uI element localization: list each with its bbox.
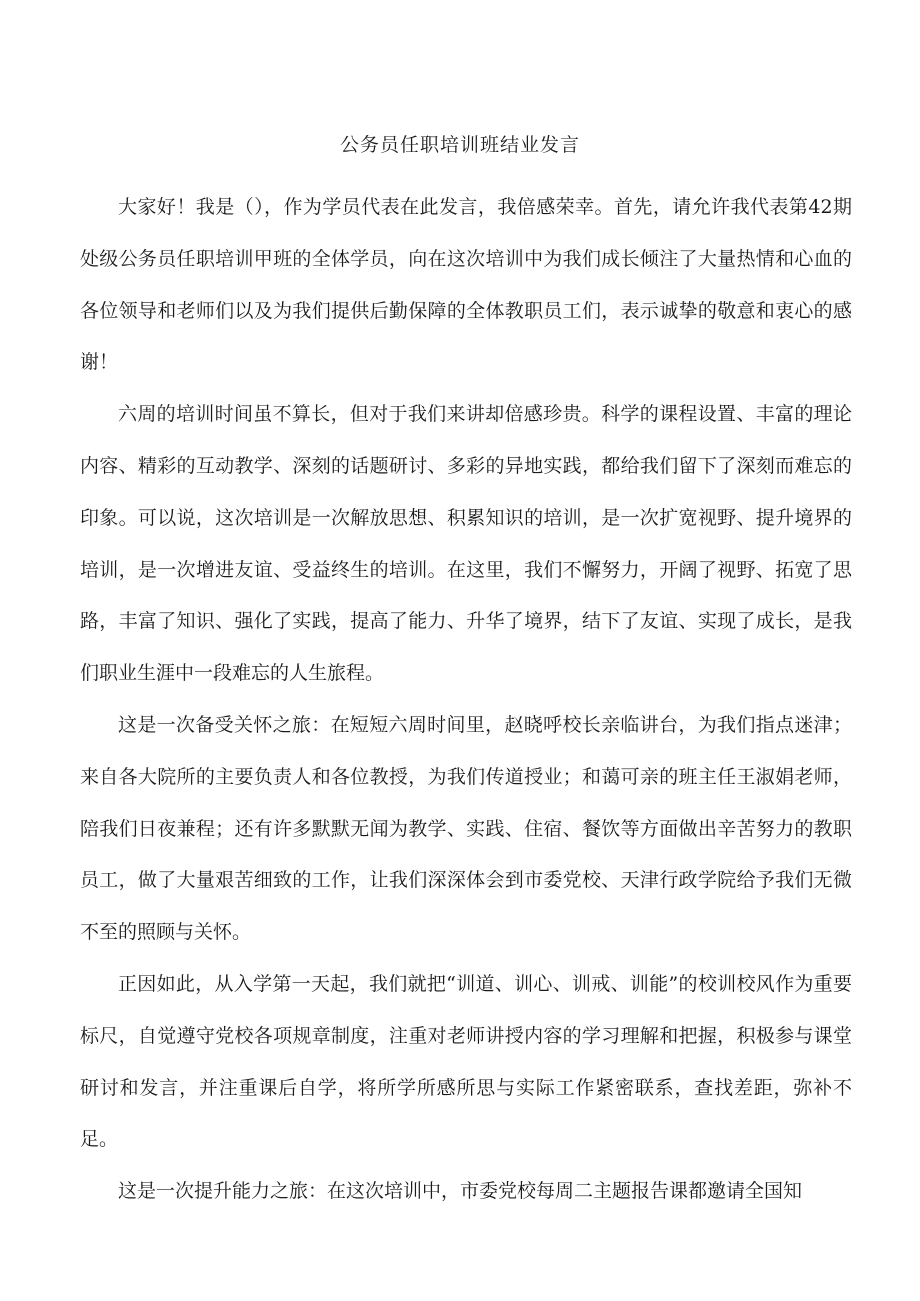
paragraph-training-value: 六周的培训时间虽不算长，但对于我们来讲却倍感珍贵。科学的课程设置、丰富的理论内容、精彩的互动教学、深刻的话题研讨、多彩的异地实践，都给我们留下了深刻而难忘的印象。可以说，这次培训是一次解放思想、积累知识的培训，是一次扩宽视野、提升境界的培训，是一次增进友谊、受益终生的培训。在这里，我们不懈努力，开阔了视野、拓宽了思路，丰富了知识、强化了实践，提高了能力、升华了境界，结下了友谊、实现了成长，是我们职业生涯中一段难忘的人生旅程。 <box>80 403 852 685</box>
document-body <box>80 182 852 1218</box>
paragraph-ability-journey: 这是一次提升能力之旅：在这次培训中，市委党校每周二主题报告课都邀请全国知 <box>118 1180 803 1203</box>
paragraph-school-motto: 正因如此，从入学第一天起，我们就把“训道、训心、训戒、训能”的校训校风作为重要标尺，自觉遵守党校各项规章制度，注重对老师讲授内容的学习理解和把握，积极参与课堂研讨和发言，并注重课后自学，将所学所感所思与实际工作紧密联系，查找差距，弥补不足。 <box>80 972 852 1151</box>
document-title: 公务员任职培训班结业发言 <box>339 134 580 156</box>
paragraph-greeting: 大家好！我是（），作为学员代表在此发言，我倍感荣幸。首先，请允许我代表第42期处级公务员任职培训甲班的全体学员，向在这次培训中为我们成长倾注了大量热情和心血的各位领导和老师们以及为我们提供后勤保障的全体教职员工们，表示诚挚的敬意和衷心的感谢！ <box>80 196 852 374</box>
paragraph-care-journey: 这是一次备受关怀之旅：在短短六周时间里，赵晓呼校长亲临讲台，为我们指点迷津；来自各大院所的主要负责人和各位教授，为我们传道授业；和蔼可亲的班主任王淑娟老师，陪我们日夜兼程；还有许多默默无闻为教学、实践、住宿、餐饮等方面做出辛苦努力的教职员工，做了大量艰苦细致的工作，让我们深深体会到市委党校、天津行政学院给予我们无微不至的照顾与关怀。 <box>80 713 852 944</box>
